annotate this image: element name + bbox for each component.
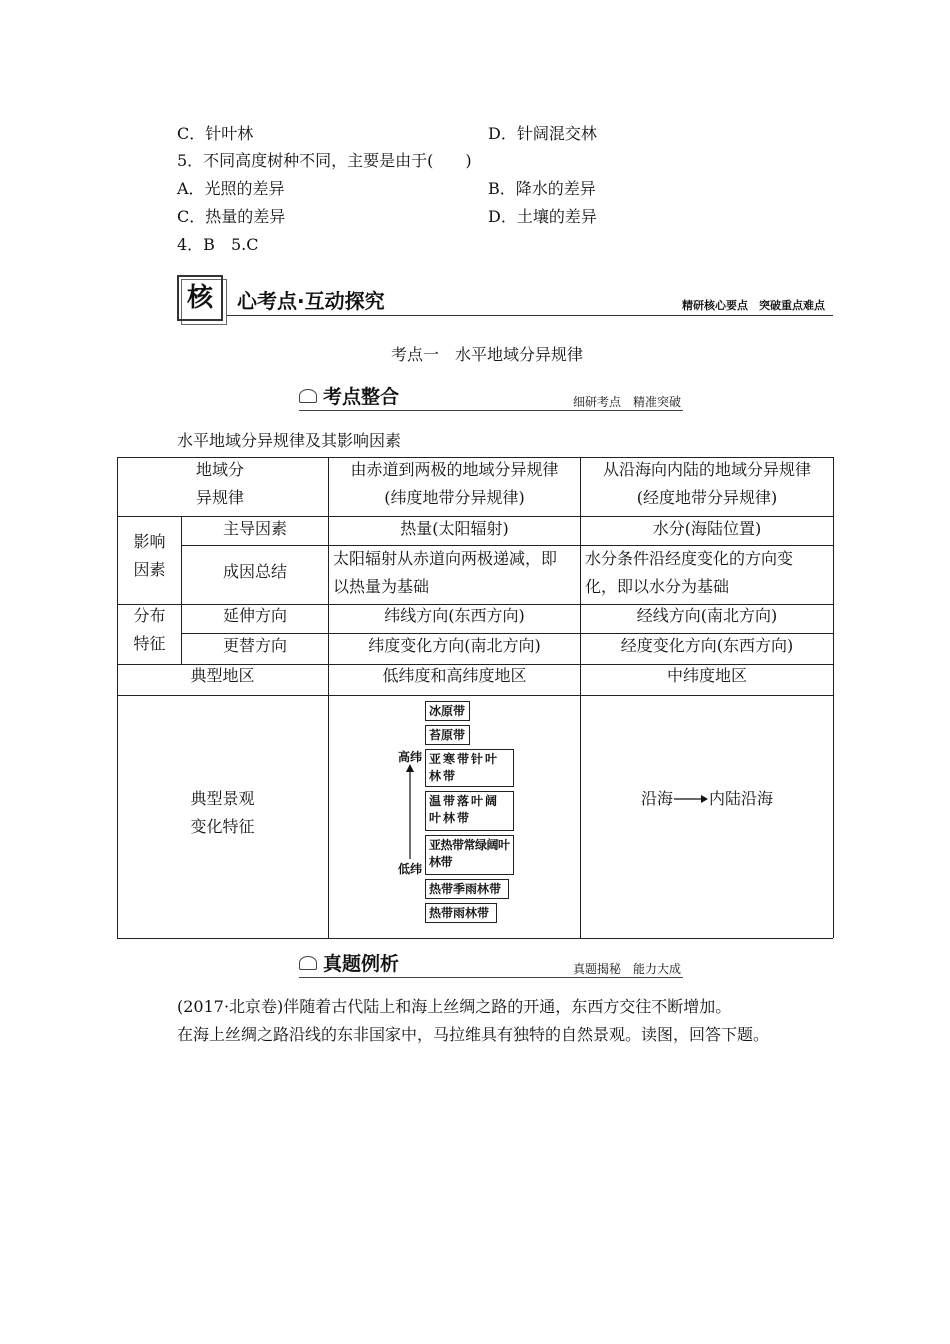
arrow-right-icon xyxy=(673,792,709,806)
header-col2-line1: 由赤道到两极的地域分异规律 xyxy=(350,460,559,479)
option-d-top: D．针阔混交林 xyxy=(488,124,597,143)
option-b: B．降水的差异 xyxy=(488,179,596,198)
row-label-extension: 延伸方向 xyxy=(222,606,287,625)
subhead-subtitle: 真题揭秘 能力大成 xyxy=(572,962,681,976)
row-label-landscape-line2: 变化特征 xyxy=(190,817,255,836)
arrow-up-icon xyxy=(404,764,416,860)
question-5-stem: 5．不同高度树种不同，主要是由于( ) xyxy=(177,151,472,170)
cell-main-factor-latitudinal: 热量(太阳辐射) xyxy=(400,519,509,538)
header-col2-line2: (纬度地带分异规律) xyxy=(384,488,525,507)
table-rule xyxy=(117,695,833,696)
subhead-title: 考点整合 xyxy=(323,386,400,408)
passage-line2: 在海上丝绸之路沿线的东非国家中，马拉维具有独特的自然景观。读图，回答下题。 xyxy=(177,1025,770,1044)
low-latitude-label: 低纬 xyxy=(398,862,423,876)
subhead-subtitle: 细研考点 精准突破 xyxy=(572,395,681,409)
row-label-landscape-line1: 典型景观 xyxy=(190,789,255,808)
banner-rule xyxy=(227,315,833,316)
table-rule xyxy=(117,604,833,605)
high-latitude-label: 高纬 xyxy=(398,750,423,764)
zone-box: 温带落叶阔叶林带 xyxy=(425,791,514,831)
group-factors-line1: 影响 xyxy=(133,532,166,551)
subhead-rule xyxy=(299,977,683,978)
row-label-main-factor: 主导因素 xyxy=(222,519,287,538)
table-rule xyxy=(117,664,833,665)
row-label-typical-region: 典型地区 xyxy=(190,666,255,685)
header-col1-line1: 地域分 xyxy=(195,460,244,479)
cell-main-factor-longitudinal: 水分(海陆位置) xyxy=(652,519,762,538)
zone-box: 热带季雨林带 xyxy=(425,879,509,899)
banner-subtitle: 精研核心要点 突破重点难点 xyxy=(682,299,825,312)
cell-region-latitudinal: 低纬度和高纬度地区 xyxy=(382,666,527,685)
option-a: A．光照的差异 xyxy=(177,179,285,198)
header-col1-line2: 异规律 xyxy=(195,488,244,507)
table-rule xyxy=(117,516,833,517)
table-rule xyxy=(181,545,833,546)
group-factors-line2: 因素 xyxy=(133,560,166,579)
answer-line: 4．B 5.C xyxy=(177,235,259,254)
eye-icon xyxy=(299,389,317,403)
subhead-real-exam xyxy=(299,953,683,983)
header-col3-line1: 从沿海向内陆的地域分异规律 xyxy=(602,460,811,479)
table-rule xyxy=(181,633,833,634)
table-caption: 水平地域分异规律及其影响因素 xyxy=(177,431,402,450)
header-col3-line2: (经度地带分异规律) xyxy=(636,488,778,507)
cell-region-longitudinal: 中纬度地区 xyxy=(666,666,747,685)
zone-box: 亚寒带针叶林带 xyxy=(425,749,514,787)
landscape-coast-label: 沿海 xyxy=(641,789,674,808)
table-border xyxy=(117,938,833,939)
row-label-cause: 成因总结 xyxy=(222,562,287,581)
section-banner xyxy=(177,275,833,325)
banner-icon: 核 xyxy=(177,275,223,321)
option-c-top: C．针叶林 xyxy=(177,124,254,143)
option-c: C．热量的差异 xyxy=(177,207,286,226)
cell-cause-latitudinal-line1: 太阳辐射从赤道向两极递减，即 xyxy=(333,549,558,568)
eye-icon xyxy=(299,956,317,970)
table-border xyxy=(833,457,834,938)
group-distribution-line2: 特征 xyxy=(133,634,166,653)
passage-line1: (2017·北京卷)伴随着古代陆上和海上丝绸之路的开通，东西方交往不断增加。 xyxy=(177,997,732,1016)
subhead-rule xyxy=(299,410,683,411)
cell-extension-longitudinal: 经线方向(南北方向) xyxy=(636,606,778,625)
cell-extension-latitudinal: 纬线方向(东西方向) xyxy=(384,606,525,625)
zone-box: 苔原带 xyxy=(425,725,470,745)
row-label-succession: 更替方向 xyxy=(222,636,287,655)
zone-box: 热带雨林带 xyxy=(425,903,497,923)
subhead-title: 真题例析 xyxy=(323,953,400,975)
subhead-key-points xyxy=(299,386,683,416)
zone-box: 冰原带 xyxy=(425,701,470,721)
landscape-inland-label: 内陆沿海 xyxy=(709,789,774,808)
cell-cause-latitudinal-line2: 以热量为基础 xyxy=(333,577,430,596)
group-distribution-line1: 分布 xyxy=(133,606,166,625)
cell-succession-longitudinal: 经度变化方向(东西方向) xyxy=(620,636,794,655)
cell-cause-longitudinal-line2: 化，即以水分为基础 xyxy=(585,577,730,596)
zone-box: 亚热带常绿阔叶林带 xyxy=(425,835,514,875)
banner-title: 心考点·互动探究 xyxy=(237,289,385,313)
topic-title: 考点一 水平地域分异规律 xyxy=(391,345,584,364)
option-d: D．土壤的差异 xyxy=(488,207,597,226)
table-border xyxy=(117,457,118,938)
table-border xyxy=(117,457,833,458)
cell-succession-latitudinal: 纬度变化方向(南北方向) xyxy=(368,636,541,655)
cell-cause-longitudinal-line1: 水分条件沿经度变化的方向变 xyxy=(585,549,794,568)
